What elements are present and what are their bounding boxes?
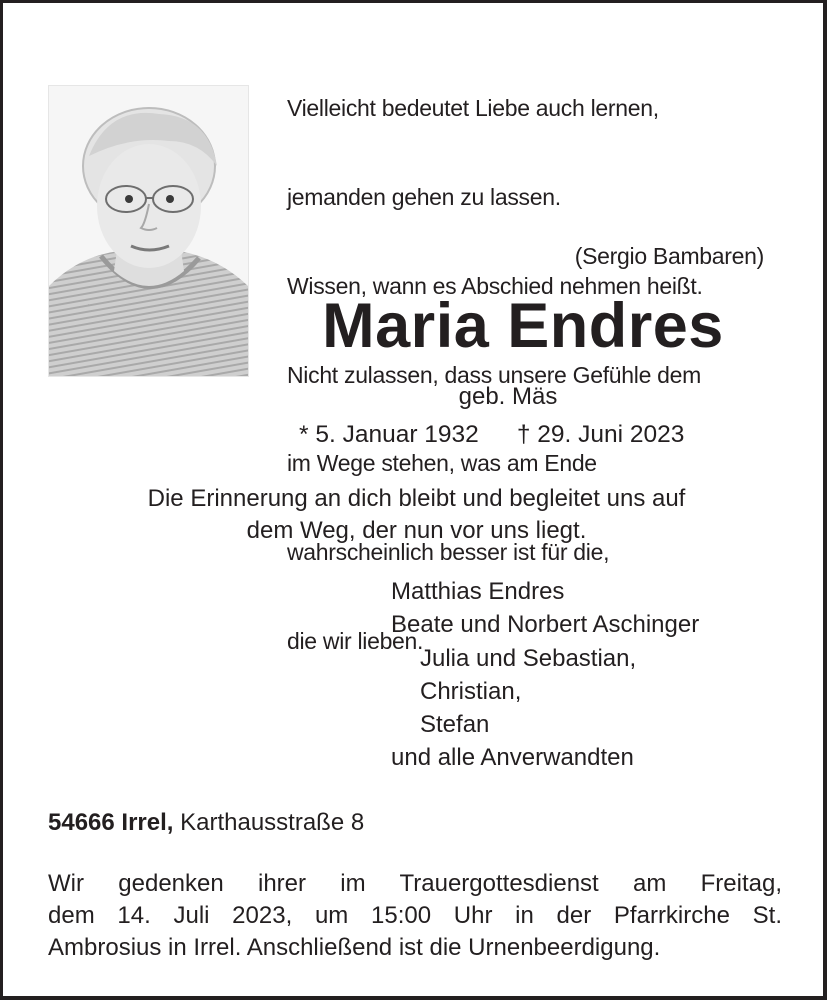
mourner: Christian, bbox=[420, 677, 522, 705]
poem-line: im Wege stehen, was am Ende bbox=[287, 450, 597, 477]
service-info bbox=[48, 868, 782, 964]
birth-name: geb. Mäs bbox=[458, 383, 558, 410]
poem-line: Vielleicht bedeutet Liebe auch lernen, bbox=[287, 95, 659, 122]
service-line: Ambrosius in Irrel. Anschließend ist die Urnenbeerdigung. bbox=[48, 934, 661, 961]
remembrance-line: Die Erinnerung an dich bleibt und begleitet uns auf bbox=[147, 485, 686, 512]
remembrance-text bbox=[3, 483, 827, 547]
poem-line: Nicht zulassen, dass unsere Gefühle dem bbox=[287, 361, 702, 388]
address-place: 54666 Irrel, bbox=[48, 809, 174, 836]
remembrance-line: dem Weg, der nun vor uns liegt. bbox=[246, 517, 587, 544]
address bbox=[48, 809, 364, 837]
mourner: Julia und Sebastian, bbox=[420, 644, 637, 672]
birth-date: * 5. Januar 1932 bbox=[299, 421, 479, 448]
poem-author: (Sergio Bambaren) bbox=[574, 243, 764, 269]
mourner: und alle Anverwandten bbox=[391, 744, 634, 772]
mourner: Matthias Endres bbox=[391, 578, 565, 605]
death-date: † 29. Juni 2023 bbox=[516, 421, 685, 448]
poem-line: die wir lieben. bbox=[287, 627, 424, 654]
portrait-photo-icon bbox=[49, 86, 248, 376]
life-dates bbox=[299, 421, 684, 449]
service-line: dem 14. Juli 2023, um 15:00 Uhr in der Pfarrkirche St. bbox=[48, 902, 782, 929]
address-street: Karthausstraße 8 bbox=[173, 809, 365, 836]
poem-line: wahrscheinlich besser ist für die, bbox=[287, 539, 610, 566]
deceased-name: Maria Endres bbox=[322, 291, 724, 361]
service-line: Wir gedenken ihrer im Trauergottesdienst am Freitag, bbox=[48, 870, 782, 897]
mourners-list bbox=[391, 575, 699, 775]
poem-line: Wissen, wann es Abschied nehmen heißt. bbox=[287, 272, 703, 299]
portrait-photo bbox=[48, 85, 249, 377]
mourner: Stefan bbox=[420, 711, 490, 739]
poem-line: jemanden gehen zu lassen. bbox=[287, 183, 561, 210]
mourner: Beate und Norbert Aschinger bbox=[391, 611, 700, 639]
